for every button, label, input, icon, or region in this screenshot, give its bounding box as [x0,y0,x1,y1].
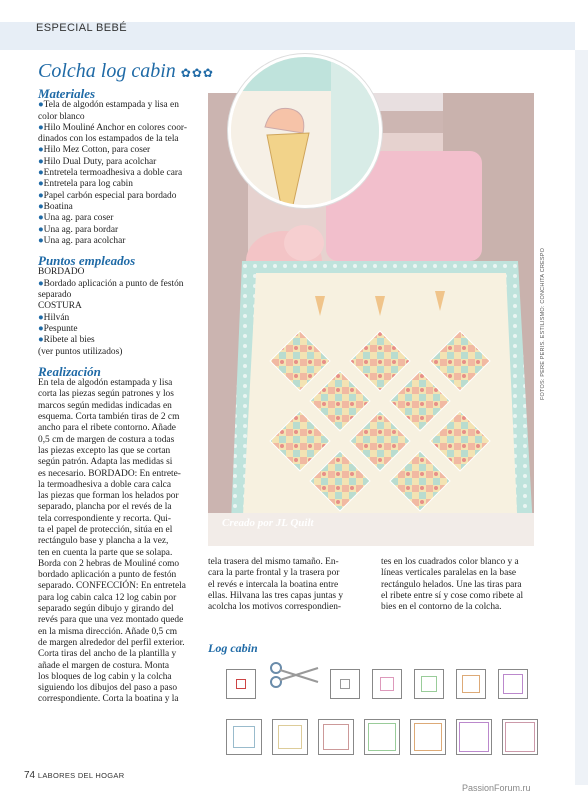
list-item: ●Una ag. para bordar [38,224,119,235]
list-item: ●Bordado aplicación a punto de festón [38,278,184,289]
photo-caption: Creado por JL Quilt [222,517,314,529]
difficulty-flowers-icon: ✿✿✿ [180,66,214,80]
text-line: esquema. Corta también tiras de 2 cm [38,412,180,423]
logcabin-step-4 [372,669,402,699]
materiales-list [38,100,206,247]
list-item: ●Hilo Mouliné Anchor en colores coor- [38,122,187,133]
list-item: ●Entretela termoadhesiva a doble cara [38,168,183,179]
photo-credits: FOTOS: PERE PERIS. ESTILISMO: CONCHITA CRESPO [540,247,546,400]
text-line: según patrón. Adapta las medidas si [38,457,173,468]
text-line: 0,5 cm de margen de costura a todas [38,434,175,445]
list-item: COSTURA [38,301,82,312]
list-item: ●Tela de algodón estampada y lisa en [38,100,179,111]
puntos-heading: Puntos empleados [38,253,136,269]
puntos-list [38,267,206,357]
list-item: (ver puntos utilizados) [38,346,123,357]
text-line: separado. CONFECCIÓN: En entretela [38,581,186,592]
list-item: ●Hilo Dual Duty, para acolchar [38,156,157,167]
list-item: ●Papel carbón especial para bordado [38,190,177,201]
watermark: PassionForum.ru [462,783,531,793]
scissors-icon [268,660,320,690]
list-item: color blanco [38,111,85,122]
logcabin-step-3 [330,669,360,699]
list-item: ●Hilván [38,312,70,323]
text-line: separado, plancha por el revés de la [38,502,172,513]
text-line: Corta tiras del ancho de la plantilla y [38,649,177,660]
text-line: ten en cuenta la parte que se solapa. [38,547,173,558]
logcabin-step-14 [502,719,538,755]
page-footer [24,770,124,781]
text-line: revés para que una vez montado quede [38,615,184,626]
left-column [38,88,206,706]
list-item: ●Ribete al bies [38,335,95,346]
text-line: líneas verticales paralelas en la base [381,568,517,579]
text-line: los bloques de log cabin y la colcha [38,671,172,682]
text-line: las piezas que forman los helados por [38,491,179,502]
logcabin-step-13 [456,719,492,755]
text-line: rectángulo base y plancha a la vez, [38,536,169,547]
list-item: BORDADO [38,267,85,278]
text-line: ta el papel de protección, sitúa en el [38,524,173,535]
logcabin-step-11 [364,719,400,755]
text-line: siguiendo los dibujos del paso a paso [38,683,178,694]
realizacion-text-col3 [381,557,551,613]
page-title [38,60,214,83]
logcabin-step-1 [226,669,256,699]
text-line: cara la parte frontal y la trasera por [208,568,340,579]
list-item: ●Una ag. para acolchar [38,235,126,246]
text-line: bies en el contorno de la colcha. [381,602,502,613]
text-line: la termoadhesiva a doble cara calca [38,479,171,490]
text-line: las piezas excepto las que se cortan [38,445,171,456]
text-line: bordado aplicación a punto de festón [38,570,177,581]
text-line: separado según dibujo y girando del [38,604,174,615]
title-text: Colcha log cabin [38,60,176,82]
list-item: ●Boatina [38,201,73,212]
logcabin-step-5 [414,669,444,699]
logcabin-step-8 [226,719,262,755]
text-line: de margen alrededor del perfil exterior. [38,637,185,648]
text-line: tela correspondiente y recorta. Qui- [38,513,172,524]
ice-cream-applique-detail [231,57,379,205]
magazine-name: LABORES DEL HOGAR [37,771,125,780]
text-line: añade el margen de costura. Monta [38,660,170,671]
text-line: el revés e intercala la boatina entre [208,579,339,590]
list-item: ●Entretela para log cabin [38,179,133,190]
text-line: En tela de algodón estampada y lisa [38,378,173,389]
logcabin-step-7 [498,669,528,699]
list-item: ●Pespunte [38,323,78,334]
text-line: el ribete entre sí y cose como ribete al [381,590,524,601]
logcabin-step-12 [410,719,446,755]
text-line: marcos según medidas indicadas en [38,400,172,411]
text-line: ancho para el ribete contorno. Añade [38,423,176,434]
list-item: ●Hilo Mez Cotton, para coser [38,145,151,156]
list-item: dinados con los estampados de la tela [38,134,179,145]
text-line: para log cabin calca 12 log cabin por [38,592,177,603]
logcabin-step-10 [318,719,354,755]
realizacion-text-col2 [208,557,374,613]
text-line: acolcha los motivos correspondien- [208,602,342,613]
text-line: Borda con 2 hebras de Mouliné como [38,558,180,569]
text-line: corta las piezas según patrones y los [38,389,174,400]
page-edge-bar [575,50,588,785]
text-line: rectángulo helados. Une las tiras para [381,579,522,590]
realizacion-text-col1 [38,378,208,706]
realizacion-heading: Realización [38,363,101,379]
page-number: 74 [24,770,36,781]
materiales-heading: Materiales [38,86,96,101]
text-line: ellas. Hilvana las tres capas juntas y [208,590,344,601]
logcabin-heading: Log cabin [208,641,258,655]
text-line: tela trasera del mismo tamaño. En- [208,557,339,567]
zoom-detail-circle [228,54,382,208]
list-item: separado [38,290,72,301]
text-line: en la misma dirección. Añade 0,5 cm [38,626,178,637]
list-item: ●Una ag. para coser [38,213,114,224]
text-line: tes en los cuadrados color blanco y a [381,557,519,567]
logcabin-step-9 [272,719,308,755]
text-line: es necesario. BORDADO: En entrete- [38,468,181,479]
logcabin-step-6 [456,669,486,699]
section-label: ESPECIAL BEBÉ [36,22,127,34]
text-line: correspondiente. Corta la boatina y la [38,694,179,705]
